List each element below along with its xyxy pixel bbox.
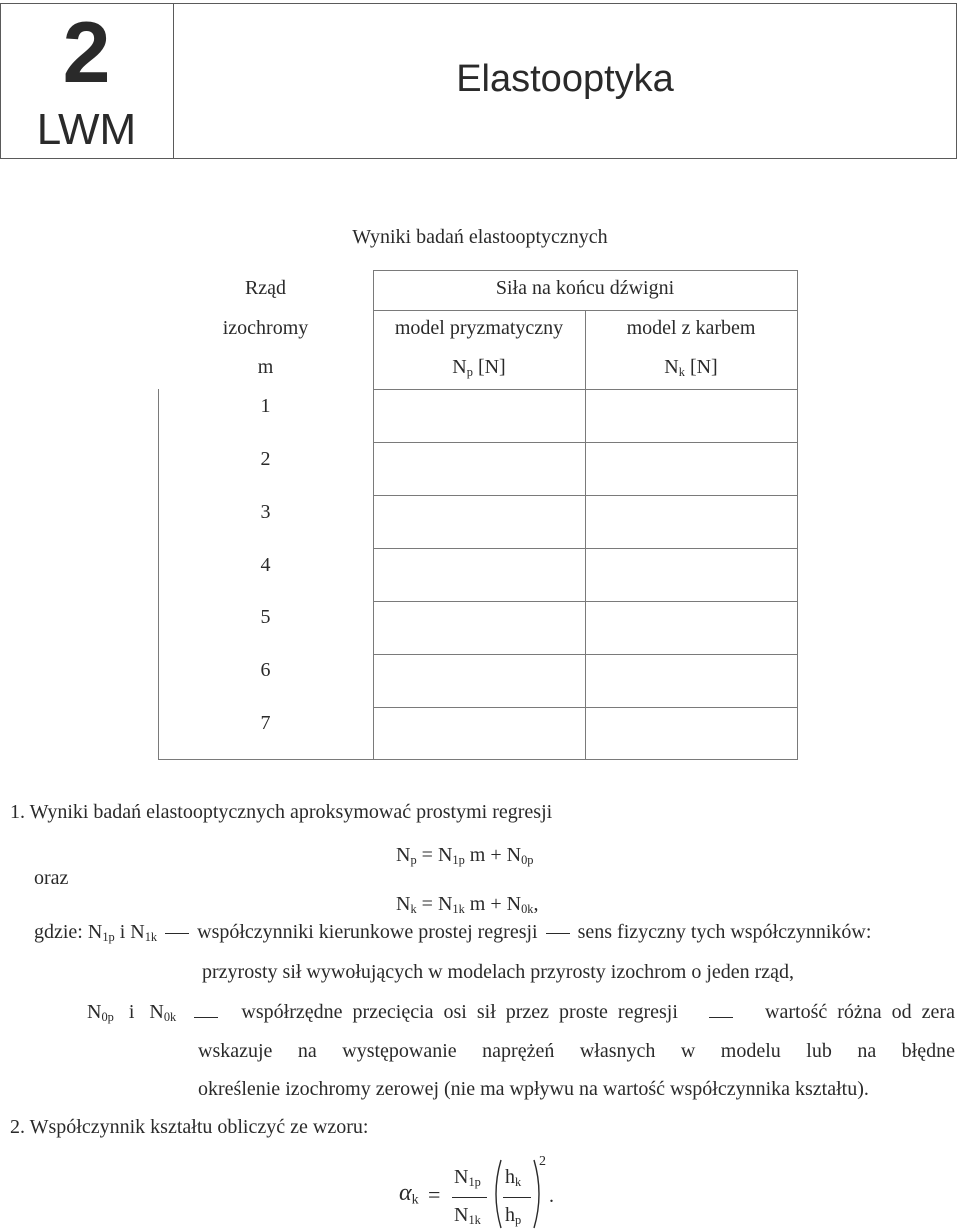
force-header: Siła na końcu dźwigni bbox=[495, 277, 675, 299]
item-2: 2. Współczynnik kształtu obliczyć ze wzoru: bbox=[10, 1116, 369, 1138]
intercept-line-b: określenie izochromy zerowej (nie ma wpływu na wartość współczynnika kształtu). bbox=[198, 1078, 869, 1100]
row-order-3: 3 bbox=[260, 501, 271, 523]
unit-bracket: [N] bbox=[477, 356, 506, 378]
eq-symbol: N bbox=[506, 893, 522, 915]
order-header-line3: m bbox=[257, 356, 274, 378]
table-line-row bbox=[373, 707, 798, 708]
eq-symbol: N bbox=[396, 844, 411, 866]
h-fraction-bar bbox=[503, 1197, 531, 1198]
num-symbol: N bbox=[454, 1166, 469, 1188]
table-line-row bbox=[373, 495, 798, 496]
eq-comma: , bbox=[533, 893, 539, 915]
alpha: α bbox=[399, 1180, 412, 1206]
intercept-line bbox=[87, 1001, 955, 1025]
eq-symbol: N bbox=[437, 893, 453, 915]
intercept-subscript: 0p bbox=[101, 1010, 114, 1025]
table-line-row bbox=[373, 442, 798, 443]
eq-subscript: 0p bbox=[521, 853, 534, 868]
row-order-6: 6 bbox=[260, 659, 271, 681]
row-order-7: 7 bbox=[260, 712, 271, 734]
formula-equals: = bbox=[428, 1182, 441, 1207]
dash bbox=[709, 1017, 733, 1018]
unit-bracket: [N] bbox=[689, 356, 718, 378]
eq-subscript: 1k bbox=[452, 902, 465, 917]
prismatic-unit bbox=[373, 356, 585, 380]
eq-term: m + bbox=[469, 844, 502, 866]
eq-subscript: 1p bbox=[452, 853, 465, 868]
lab-code: LWM bbox=[36, 105, 137, 154]
intercept-symbols bbox=[87, 1001, 177, 1025]
dash bbox=[165, 933, 189, 934]
wartosc-text: wartość różna od zera bbox=[765, 1001, 955, 1023]
alpha-symbol bbox=[399, 1180, 419, 1208]
num-subscript: 1p bbox=[468, 1175, 481, 1190]
fraction-denominator bbox=[454, 1204, 481, 1228]
intercept-line-a: wskazuje na występowanie naprężeń własnych w modelu lub na błędne bbox=[198, 1040, 955, 1062]
unit-symbol: N bbox=[452, 356, 467, 378]
row-order-1: 1 bbox=[260, 395, 271, 417]
table-line-row bbox=[373, 601, 798, 602]
formula-power: 2 bbox=[539, 1154, 546, 1169]
gdzie-label: gdzie: bbox=[34, 921, 83, 943]
order-header-line1: Rząd bbox=[244, 277, 287, 299]
h-symbol: h bbox=[505, 1204, 515, 1226]
eq-term: m + bbox=[469, 893, 502, 915]
table-line-row bbox=[373, 654, 798, 655]
intercept-symbol: N bbox=[87, 1001, 102, 1023]
regression-equation-p bbox=[396, 844, 534, 868]
gdzie-line bbox=[34, 921, 872, 945]
eq-sign: = bbox=[421, 844, 433, 866]
alpha-subscript: k bbox=[411, 1192, 419, 1208]
notched-unit bbox=[585, 356, 797, 380]
h-subscript: p bbox=[515, 1213, 522, 1228]
przyrosty-line: przyrosty sił wywołujących w modelach przyrosty izochrom o jeden rząd, bbox=[202, 961, 795, 983]
coef-description: współczynniki kierunkowe prostej regresji bbox=[197, 921, 538, 943]
eq-sign: = bbox=[421, 893, 433, 915]
left-paren bbox=[489, 1158, 503, 1230]
document-title: Elastooptyka bbox=[456, 58, 674, 100]
fraction-bar bbox=[452, 1197, 487, 1198]
eq-subscript: k bbox=[410, 902, 417, 917]
eq-subscript: p bbox=[410, 853, 417, 868]
intercept-symbol: N bbox=[149, 1001, 164, 1023]
eq-subscript: 0k bbox=[521, 902, 534, 917]
intercept-description: współrzędne przecięcia osi sił przez proste regresji bbox=[241, 1001, 678, 1023]
table-border-mid2 bbox=[585, 310, 586, 759]
unit-subscript: p bbox=[466, 365, 473, 380]
table-line-force bbox=[373, 310, 798, 311]
table-border-mid1 bbox=[373, 270, 374, 759]
formula-end: . bbox=[549, 1185, 554, 1207]
regression-equation-k bbox=[396, 893, 539, 917]
coef-symbol: N bbox=[87, 921, 103, 943]
conjunction: i bbox=[128, 1001, 135, 1023]
dash bbox=[546, 933, 570, 934]
row-order-2: 2 bbox=[260, 448, 271, 470]
unit-symbol: N bbox=[664, 356, 679, 378]
intercept-subscript: 0k bbox=[163, 1010, 177, 1025]
eq-symbol: N bbox=[506, 844, 522, 866]
h-numerator bbox=[505, 1166, 522, 1190]
row-order-4: 4 bbox=[260, 554, 271, 576]
den-symbol: N bbox=[454, 1204, 469, 1226]
table-caption: Wyniki badań elastooptycznych bbox=[352, 226, 608, 248]
notched-model-header: model z karbem bbox=[626, 317, 756, 339]
table-border-right bbox=[797, 270, 798, 759]
table-border-top bbox=[373, 270, 798, 271]
fraction-numerator bbox=[454, 1166, 481, 1190]
h-subscript: k bbox=[515, 1175, 522, 1190]
chapter-number: 2 bbox=[62, 5, 111, 101]
sens-text: sens fizyczny tych współczynników: bbox=[577, 921, 872, 943]
table-line-header-bottom bbox=[373, 389, 798, 390]
conjunction: i bbox=[119, 921, 126, 943]
coef-symbol: N bbox=[130, 921, 145, 943]
row-order-5: 5 bbox=[260, 606, 271, 628]
coef-subscript: 1k bbox=[144, 930, 158, 945]
unit-subscript: k bbox=[678, 365, 685, 380]
h-symbol: h bbox=[505, 1166, 515, 1188]
dash bbox=[194, 1017, 218, 1018]
eq-symbol: N bbox=[437, 844, 453, 866]
h-denominator bbox=[505, 1204, 522, 1228]
prismatic-model-header: model pryzmatyczny bbox=[394, 317, 564, 339]
item-1: 1. Wyniki badań elastooptycznych aproksymować prostymi regresji bbox=[10, 801, 553, 823]
oraz-label: oraz bbox=[34, 867, 69, 889]
den-subscript: 1k bbox=[468, 1213, 481, 1228]
table-line-row bbox=[373, 548, 798, 549]
order-header-line2: izochromy bbox=[222, 317, 309, 339]
table-border-bottom bbox=[158, 759, 798, 760]
eq-symbol: N bbox=[396, 893, 411, 915]
coef-subscript: 1p bbox=[102, 930, 115, 945]
